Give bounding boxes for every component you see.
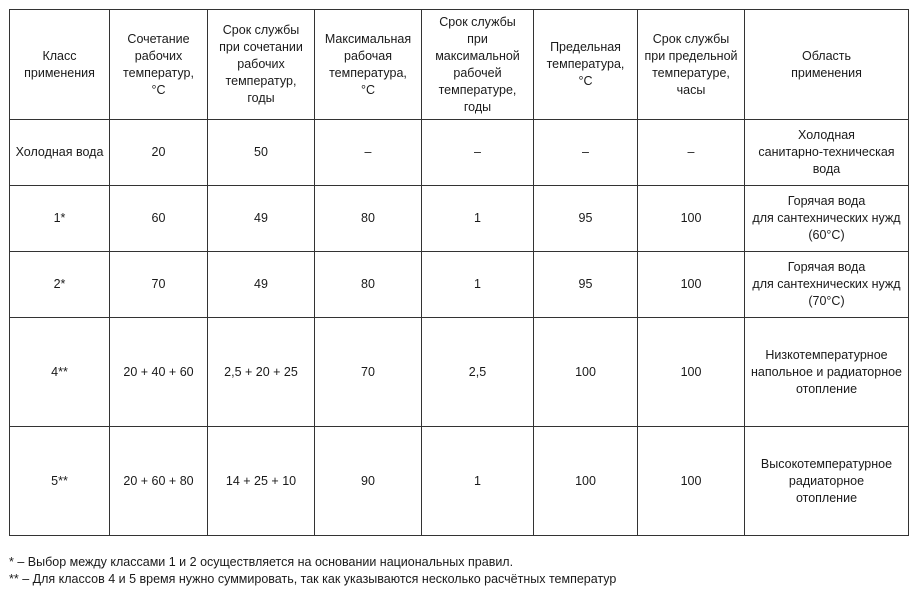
header-cell: Предельная температура, °С — [534, 10, 638, 120]
table-cell: – — [315, 120, 422, 186]
header-row — [10, 10, 909, 120]
table-cell: – — [422, 120, 534, 186]
table-row — [10, 318, 909, 427]
table-row — [10, 186, 909, 252]
table-cell: 2,5 + 20 + 25 — [208, 318, 315, 427]
table-cell: 100 — [638, 252, 745, 318]
header-cell: Срок службы при максимальной рабочей температуре, годы — [422, 10, 534, 120]
table-cell: 95 — [534, 252, 638, 318]
table-cell: 2,5 — [422, 318, 534, 427]
table-cell: 4** — [10, 318, 110, 427]
table-cell: – — [534, 120, 638, 186]
table-cell: 100 — [534, 427, 638, 536]
table-cell: 80 — [315, 186, 422, 252]
table-cell: 70 — [315, 318, 422, 427]
table-cell: 49 — [208, 186, 315, 252]
table-cell: 14 + 25 + 10 — [208, 427, 315, 536]
table-cell: 1 — [422, 427, 534, 536]
table-cell: Холодная вода — [10, 120, 110, 186]
table-row — [10, 252, 909, 318]
table-row — [10, 427, 909, 536]
table-cell: 2* — [10, 252, 110, 318]
table-cell: 50 — [208, 120, 315, 186]
table-cell: 90 — [315, 427, 422, 536]
table-cell: Горячая вода для сантехнических нужд (70°С) — [745, 252, 909, 318]
classes-table — [9, 9, 909, 536]
footnotes — [9, 554, 616, 588]
table-cell: 20 + 40 + 60 — [110, 318, 208, 427]
table-cell: Холодная санитарно-техническая вода — [745, 120, 909, 186]
table-cell: 95 — [534, 186, 638, 252]
table-cell: – — [638, 120, 745, 186]
footnote: * – Выбор между классами 1 и 2 осуществляется на основании национальных правил. — [9, 555, 514, 569]
table-cell: 80 — [315, 252, 422, 318]
header-cell: Сочетание рабочих температур, °С — [110, 10, 208, 120]
header-cell: Область применения — [745, 10, 909, 120]
table-cell: 1* — [10, 186, 110, 252]
header-cell: Класс применения — [10, 10, 110, 120]
table-cell: 1 — [422, 186, 534, 252]
table-cell: 100 — [638, 318, 745, 427]
table-cell: Высокотемпературное радиаторное отопление — [745, 427, 909, 536]
table-cell: 5** — [10, 427, 110, 536]
table-cell: 49 — [208, 252, 315, 318]
header-cell: Максимальная рабочая температура, °С — [315, 10, 422, 120]
header-cell: Срок службы при предельной температуре, часы — [638, 10, 745, 120]
table-cell: 20 — [110, 120, 208, 186]
table-row — [10, 120, 909, 186]
table-cell: Горячая вода для сантехнических нужд (60°С) — [745, 186, 909, 252]
table-cell: 100 — [534, 318, 638, 427]
table-cell: 60 — [110, 186, 208, 252]
table-cell: 100 — [638, 186, 745, 252]
table-cell: Низкотемпературное напольное и радиаторное отопление — [745, 318, 909, 427]
table-cell: 70 — [110, 252, 208, 318]
footnote: ** – Для классов 4 и 5 время нужно суммировать, так как указываются несколько расчётных температур — [9, 572, 617, 586]
table-cell: 20 + 60 + 80 — [110, 427, 208, 536]
table-cell: 1 — [422, 252, 534, 318]
table-cell: 100 — [638, 427, 745, 536]
header-cell: Срок службы при сочетании рабочих температур, годы — [208, 10, 315, 120]
